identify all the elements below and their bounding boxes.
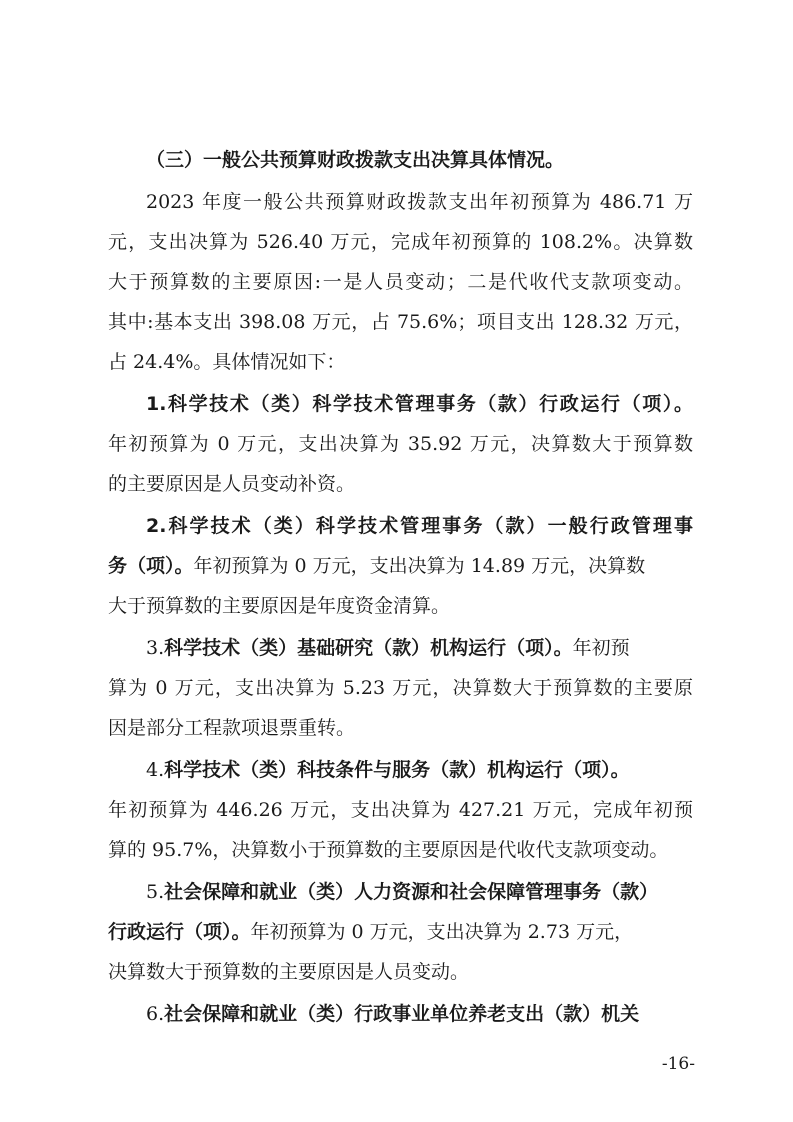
item-5-number: 5. <box>146 881 165 903</box>
item-3-title: 科学技术（类）基础研究（款）机构运行（项）。 <box>164 637 573 659</box>
item-2-text: 年初预算为 0 万元，支出决算为 14.89 万元，决算数 <box>193 555 646 577</box>
item-3-text: 算为 0 万元，支出决算为 5.23 万元，决算数大于预算数的主要原 <box>108 677 693 699</box>
item-5-title: 社会保障和就业（类）人力资源和社会保障管理事务（款） <box>164 881 659 903</box>
item-3-text: 因是部分工程款项退票重转。 <box>108 717 356 739</box>
item-6-title-line <box>146 994 693 1034</box>
item-2-line <box>108 546 693 586</box>
item-1-text: 年初预算为 0 万元，支出决算为 35.92 万元，决算数大于预算数 <box>108 433 693 455</box>
item-5-title-line <box>146 872 693 912</box>
item-3-text: 年初预 <box>572 637 630 659</box>
item-1-title: 1.科学技术（类）科学技术管理事务（款）行政运行（项）。 <box>146 393 693 415</box>
item-4-title-line <box>146 750 693 790</box>
item-2-text: 大于预算数的主要原因是年度资金清算。 <box>108 595 451 617</box>
item-4-number: 4. <box>146 759 165 781</box>
page-number: -16- <box>661 1054 695 1074</box>
intro-line: 其中:基本支出 398.08 万元，占 75.6%；项目支出 128.32 万元， <box>108 311 693 333</box>
item-1-text: 的主要原因是人员变动补资。 <box>108 473 356 495</box>
item-5-text: 年初预算为 0 万元，支出决算为 2.73 万元， <box>250 921 634 943</box>
item-2-title: 2.科学技术（类）科学技术管理事务（款）一般行政管理事 <box>146 515 693 537</box>
item-2-title-end: 务（项）。 <box>108 555 194 577</box>
intro-line: 大于预算数的主要原因:一是人员变动；二是代收代支款项变动。 <box>108 271 693 293</box>
item-6-number: 6. <box>146 1003 165 1025</box>
item-4-text: 算的 95.7%，决算数小于预算数的主要原因是代收代支款项变动。 <box>108 839 669 861</box>
item-5-title-end: 行政运行（项）。 <box>108 921 251 943</box>
item-4-title: 科学技术（类）科技条件与服务（款）机构运行（项）。 <box>164 759 630 781</box>
item-5-line <box>108 912 693 952</box>
item-5-text: 决算数大于预算数的主要原因是人员变动。 <box>108 961 470 983</box>
intro-line: 2023 年度一般公共预算财政拨款支出年初预算为 486.71 万 <box>146 191 693 213</box>
section-heading: （三）一般公共预算财政拨款支出决算具体情况。 <box>146 149 565 171</box>
item-3-number: 3. <box>146 637 165 659</box>
item-3-title-line <box>146 628 693 668</box>
intro-line: 元，支出决算为 526.40 万元，完成年初预算的 108.2%。决算数 <box>108 231 693 253</box>
item-6-title: 社会保障和就业（类）行政事业单位养老支出（款）机关 <box>164 1003 640 1025</box>
item-4-text: 年初预算为 446.26 万元，支出决算为 427.21 万元，完成年初预 <box>108 799 693 821</box>
intro-line: 占 24.4%。具体情况如下： <box>108 351 346 373</box>
